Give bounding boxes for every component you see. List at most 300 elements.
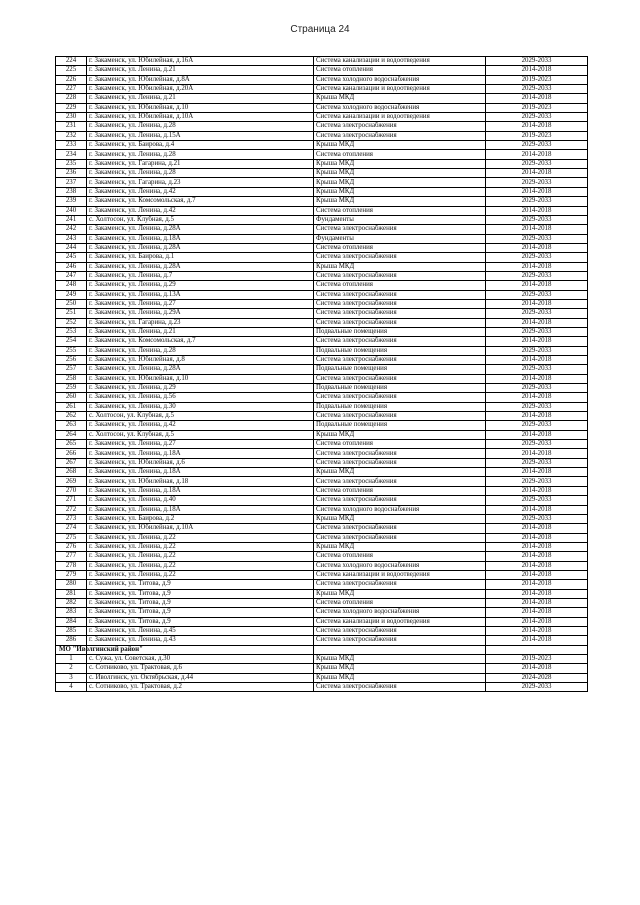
address-cell: г. Закаменск, ул. Титова, д.9	[87, 608, 314, 617]
period-cell: 2014-2018	[486, 225, 588, 234]
address-cell: г. Закаменск, ул. Юбилейная, д.18	[87, 477, 314, 486]
row-number: 262	[56, 412, 87, 421]
row-number: 264	[56, 430, 87, 439]
row-number: 269	[56, 477, 87, 486]
work-type-cell: Система электроснабжения	[314, 477, 486, 486]
address-cell: г. Закаменск, ул. Ленина, д.22	[87, 542, 314, 551]
row-number: 4	[56, 683, 87, 692]
work-type-cell: Фундаменты	[314, 234, 486, 243]
table-row	[56, 477, 588, 486]
period-cell: 2019-2023	[486, 103, 588, 112]
table-row	[56, 617, 588, 626]
period-cell: 2029-2033	[486, 440, 588, 449]
row-number: 254	[56, 337, 87, 346]
table-body	[56, 57, 588, 692]
work-type-cell: Система канализации и водоотведения	[314, 617, 486, 626]
work-type-cell: Система электроснабжения	[314, 412, 486, 421]
work-type-cell: Система отопления	[314, 150, 486, 159]
period-cell: 2014-2018	[486, 561, 588, 570]
table-row	[56, 234, 588, 243]
work-type-cell: Система электроснабжения	[314, 449, 486, 458]
work-type-cell: Крыша МКД	[314, 664, 486, 673]
row-number: 279	[56, 570, 87, 579]
row-number: 251	[56, 309, 87, 318]
work-type-cell: Крыша МКД	[314, 430, 486, 439]
row-number: 274	[56, 524, 87, 533]
period-cell: 2029-2033	[486, 327, 588, 336]
period-cell: 2029-2033	[486, 290, 588, 299]
table-row	[56, 412, 588, 421]
work-type-cell: Система канализации и водоотведения	[314, 570, 486, 579]
table-row	[56, 524, 588, 533]
period-cell: 2014-2018	[486, 356, 588, 365]
period-cell: 2014-2018	[486, 337, 588, 346]
row-number: 277	[56, 552, 87, 561]
table-row	[56, 206, 588, 215]
work-type-cell: Система холодного водоснабжения	[314, 505, 486, 514]
address-cell: г. Закаменск, ул. Юбилейная, д.10А	[87, 113, 314, 122]
period-cell: 2014-2018	[486, 430, 588, 439]
table-row	[56, 187, 588, 196]
table-row	[56, 103, 588, 112]
table-row	[56, 141, 588, 150]
table-row	[56, 608, 588, 617]
page-title: Страница 24	[290, 24, 350, 35]
address-cell: г. Закаменск, ул. Ленина, д.43	[87, 636, 314, 645]
address-cell: г. Закаменск, ул. Юбилейная, д.10	[87, 103, 314, 112]
address-cell: г. Закаменск, ул. Ленина, д.18А	[87, 234, 314, 243]
row-number: 2	[56, 664, 87, 673]
row-number: 284	[56, 617, 87, 626]
period-cell: 2014-2018	[486, 206, 588, 215]
period-cell: 2014-2018	[486, 262, 588, 271]
table-row	[56, 365, 588, 374]
work-type-cell: Система электроснабжения	[314, 524, 486, 533]
address-cell: г. Закаменск, ул. Ленина, д.40	[87, 496, 314, 505]
table-row	[56, 626, 588, 635]
address-cell: г. Закаменск, ул. Ленина, д.18А	[87, 449, 314, 458]
row-number: 281	[56, 589, 87, 598]
address-cell: г. Закаменск, ул. Титова, д.9	[87, 598, 314, 607]
address-cell: с. Сотниково, ул. Трактовая, д.2	[87, 683, 314, 692]
work-type-cell: Система электроснабжения	[314, 626, 486, 635]
row-number: 255	[56, 346, 87, 355]
period-cell: 2029-2033	[486, 271, 588, 280]
row-number: 230	[56, 113, 87, 122]
work-type-cell: Крыша МКД	[314, 141, 486, 150]
work-type-cell: Система канализации и водоотведения	[314, 85, 486, 94]
work-type-cell: Система электроснабжения	[314, 496, 486, 505]
table-row	[56, 197, 588, 206]
work-type-cell: Крыша МКД	[314, 197, 486, 206]
address-cell: г. Закаменск, ул. Ленина, д.28	[87, 122, 314, 131]
work-type-cell: Система холодного водоснабжения	[314, 608, 486, 617]
table-row	[56, 94, 588, 103]
row-number: 228	[56, 94, 87, 103]
address-cell: г. Закаменск, ул. Баирова, д.2	[87, 514, 314, 523]
work-type-cell: Система отопления	[314, 206, 486, 215]
period-cell: 2014-2018	[486, 374, 588, 383]
work-type-cell: Система канализации и водоотведения	[314, 57, 486, 66]
period-cell: 2029-2033	[486, 215, 588, 224]
address-cell: г. Закаменск, ул. Юбилейная, д.20А	[87, 85, 314, 94]
address-cell: г. Закаменск, ул. Юбилейная, д.16А	[87, 57, 314, 66]
work-type-cell: Подвальные помещения	[314, 402, 486, 411]
address-cell: г. Закаменск, ул. Комсомольская, д.7	[87, 337, 314, 346]
row-number: 253	[56, 327, 87, 336]
period-cell: 2029-2033	[486, 402, 588, 411]
row-number: 280	[56, 580, 87, 589]
address-cell: г. Закаменск, ул. Гагарина, д.23	[87, 178, 314, 187]
period-cell: 2029-2033	[486, 85, 588, 94]
row-number: 258	[56, 374, 87, 383]
address-cell: г. Закаменск, ул. Ленина, д.18А	[87, 468, 314, 477]
table-row	[56, 178, 588, 187]
work-type-cell: Система отопления	[314, 281, 486, 290]
work-type-cell: Подвальные помещения	[314, 384, 486, 393]
table-row	[56, 290, 588, 299]
address-cell: г. Закаменск, ул. Ленина, д.7	[87, 271, 314, 280]
work-type-cell: Крыша МКД	[314, 169, 486, 178]
period-cell: 2014-2018	[486, 570, 588, 579]
address-cell: г. Закаменск, ул. Ленина, д.29А	[87, 309, 314, 318]
row-number: 239	[56, 197, 87, 206]
work-type-cell: Подвальные помещения	[314, 365, 486, 374]
period-cell: 2014-2018	[486, 169, 588, 178]
address-cell: г. Закаменск, ул. Ленина, д.21	[87, 94, 314, 103]
address-cell: г. Закаменск, ул. Комсомольская, д.7	[87, 197, 314, 206]
address-cell: г. Закаменск, ул. Ленина, д.45	[87, 626, 314, 635]
table-row	[56, 309, 588, 318]
period-cell: 2014-2018	[486, 150, 588, 159]
section-title: МО "Иволгинский район"	[56, 645, 87, 654]
work-type-cell: Система электроснабжения	[314, 636, 486, 645]
table-row	[56, 159, 588, 168]
work-type-cell: Подвальные помещения	[314, 327, 486, 336]
table-row	[56, 598, 588, 607]
work-type-cell: Система холодного водоснабжения	[314, 561, 486, 570]
period-cell: 2029-2033	[486, 346, 588, 355]
table-row	[56, 505, 588, 514]
table-row	[56, 449, 588, 458]
table-row	[56, 468, 588, 477]
address-cell: с. Холтосон, ул. Клубная, д.5	[87, 215, 314, 224]
period-cell: 2014-2018	[486, 412, 588, 421]
work-type-cell: Система электроснабжения	[314, 271, 486, 280]
address-cell: г. Закаменск, ул. Гагарина, д.23	[87, 318, 314, 327]
row-number: 263	[56, 421, 87, 430]
address-cell: г. Закаменск, ул. Ленина, д.28	[87, 150, 314, 159]
work-type-cell: Система отопления	[314, 598, 486, 607]
address-cell: г. Закаменск, ул. Юбилейная, д.8	[87, 356, 314, 365]
row-number: 240	[56, 206, 87, 215]
section-header-row	[56, 645, 588, 654]
row-number: 241	[56, 215, 87, 224]
row-number: 229	[56, 103, 87, 112]
table-row	[56, 243, 588, 252]
period-cell: 2014-2018	[486, 533, 588, 542]
work-type-cell: Крыша МКД	[314, 655, 486, 664]
address-cell: г. Закаменск, ул. Ленина, д.28А	[87, 243, 314, 252]
period-cell: 2014-2018	[486, 589, 588, 598]
address-cell: г. Закаменск, ул. Ленина, д.21	[87, 66, 314, 75]
row-number: 234	[56, 150, 87, 159]
table-row	[56, 131, 588, 140]
period-cell: 2029-2033	[486, 234, 588, 243]
work-type-cell: Система электроснабжения	[314, 309, 486, 318]
table-row	[56, 271, 588, 280]
row-number: 224	[56, 57, 87, 66]
period-cell: 2029-2033	[486, 159, 588, 168]
table-row	[56, 402, 588, 411]
row-number: 265	[56, 440, 87, 449]
period-cell: 2029-2033	[486, 477, 588, 486]
table-row	[56, 683, 588, 692]
period-cell: 2014-2018	[486, 552, 588, 561]
work-type-cell: Система электроснабжения	[314, 299, 486, 308]
row-number: 261	[56, 402, 87, 411]
period-cell: 2029-2033	[486, 253, 588, 262]
table-row	[56, 393, 588, 402]
work-type-cell: Крыша МКД	[314, 542, 486, 551]
work-type-cell: Система электроснабжения	[314, 374, 486, 383]
table-row	[56, 150, 588, 159]
table-row	[56, 122, 588, 131]
period-cell: 2029-2033	[486, 496, 588, 505]
row-number: 243	[56, 234, 87, 243]
table-row	[56, 384, 588, 393]
work-type-cell: Система электроснабжения	[314, 225, 486, 234]
period-cell: 2014-2018	[486, 318, 588, 327]
work-type-cell: Система электроснабжения	[314, 253, 486, 262]
period-cell: 2014-2018	[486, 281, 588, 290]
address-cell: г. Закаменск, ул. Ленина, д.42	[87, 187, 314, 196]
work-type-cell: Крыша МКД	[314, 262, 486, 271]
address-cell: г. Закаменск, ул. Титова, д.9	[87, 589, 314, 598]
address-cell: г. Закаменск, ул. Ленина, д.13А	[87, 290, 314, 299]
period-cell: 2029-2033	[486, 141, 588, 150]
address-cell: с. Сужа, ул. Советская, д.30	[87, 655, 314, 664]
work-type-cell: Подвальные помещения	[314, 421, 486, 430]
row-number: 226	[56, 75, 87, 84]
table-row	[56, 327, 588, 336]
table-row	[56, 580, 588, 589]
table-row	[56, 458, 588, 467]
row-number: 233	[56, 141, 87, 150]
table-row	[56, 215, 588, 224]
period-cell: 2024-2028	[486, 673, 588, 682]
work-type-cell: Система отопления	[314, 66, 486, 75]
work-type-cell: Система электроснабжения	[314, 131, 486, 140]
address-cell: с. Сотниково, ул. Трактовая, д.6	[87, 664, 314, 673]
period-cell: 2014-2018	[486, 542, 588, 551]
row-number: 225	[56, 66, 87, 75]
table-row	[56, 225, 588, 234]
address-cell: г. Закаменск, ул. Ленина, д.28А	[87, 225, 314, 234]
table-row	[56, 66, 588, 75]
work-type-cell: Крыша МКД	[314, 673, 486, 682]
address-cell: г. Закаменск, ул. Баирова, д.1	[87, 253, 314, 262]
table-row	[56, 496, 588, 505]
table-row	[56, 514, 588, 523]
address-cell: г. Закаменск, ул. Ленина, д.21	[87, 327, 314, 336]
period-cell: 2029-2033	[486, 365, 588, 374]
address-cell: г. Закаменск, ул. Ленина, д.28	[87, 169, 314, 178]
row-number: 266	[56, 449, 87, 458]
work-type-cell: Система холодного водоснабжения	[314, 75, 486, 84]
row-number: 245	[56, 253, 87, 262]
table-row	[56, 440, 588, 449]
work-type-cell: Система отопления	[314, 552, 486, 561]
row-number: 273	[56, 514, 87, 523]
row-number: 231	[56, 122, 87, 131]
address-cell: с. Холтосон, ул. Клубная, д.5	[87, 412, 314, 421]
row-number: 250	[56, 299, 87, 308]
work-type-cell: Крыша МКД	[314, 589, 486, 598]
period-cell: 2014-2018	[486, 598, 588, 607]
row-number: 256	[56, 356, 87, 365]
row-number: 259	[56, 384, 87, 393]
period-cell: 2014-2018	[486, 617, 588, 626]
work-type-cell: Система электроснабжения	[314, 458, 486, 467]
address-cell: г. Закаменск, ул. Ленина, д.27	[87, 440, 314, 449]
address-cell: г. Закаменск, ул. Юбилейная, д.10	[87, 374, 314, 383]
period-cell: 2029-2033	[486, 384, 588, 393]
address-cell: г. Закаменск, ул. Ленина, д.22	[87, 533, 314, 542]
table-row	[56, 299, 588, 308]
row-number: 282	[56, 598, 87, 607]
period-cell: 2029-2033	[486, 178, 588, 187]
row-number: 286	[56, 636, 87, 645]
table-row	[56, 542, 588, 551]
period-cell: 2029-2033	[486, 683, 588, 692]
work-type-cell: Система отопления	[314, 440, 486, 449]
row-number: 246	[56, 262, 87, 271]
address-cell: с. Холтосон, ул. Клубная, д.5	[87, 430, 314, 439]
table-row	[56, 486, 588, 495]
capital-repair-table	[55, 56, 588, 692]
address-cell: г. Закаменск, ул. Титова, д.9	[87, 580, 314, 589]
work-type-cell: Система холодного водоснабжения	[314, 103, 486, 112]
address-cell: г. Закаменск, ул. Баирова, д.4	[87, 141, 314, 150]
period-cell: 2014-2018	[486, 486, 588, 495]
address-cell: г. Закаменск, ул. Ленина, д.56	[87, 393, 314, 402]
row-number: 247	[56, 271, 87, 280]
work-type-cell: Подвальные помещения	[314, 346, 486, 355]
work-type-cell: Крыша МКД	[314, 178, 486, 187]
work-type-cell: Система электроснабжения	[314, 337, 486, 346]
work-type-cell: Система электроснабжения	[314, 122, 486, 131]
period-cell: 2014-2018	[486, 580, 588, 589]
address-cell: с. Иволгинск, ул. Октябрьская, д.44	[87, 673, 314, 682]
row-number: 244	[56, 243, 87, 252]
address-cell: г. Закаменск, ул. Ленина, д.30	[87, 402, 314, 411]
table-row	[56, 113, 588, 122]
work-type-cell: Система электроснабжения	[314, 533, 486, 542]
row-number: 257	[56, 365, 87, 374]
address-cell: г. Закаменск, ул. Ленина, д.42	[87, 421, 314, 430]
address-cell: г. Закаменск, ул. Ленина, д.42	[87, 206, 314, 215]
row-number: 227	[56, 85, 87, 94]
table-row	[56, 561, 588, 570]
table-row	[56, 337, 588, 346]
address-cell: г. Закаменск, ул. Ленина, д.28А	[87, 262, 314, 271]
row-number: 252	[56, 318, 87, 327]
address-cell: г. Закаменск, ул. Ленина, д.27	[87, 299, 314, 308]
table-row	[56, 533, 588, 542]
work-type-cell: Система отопления	[314, 486, 486, 495]
period-cell: 2029-2033	[486, 309, 588, 318]
address-cell: г. Закаменск, ул. Ленина, д.22	[87, 552, 314, 561]
table-row	[56, 589, 588, 598]
work-type-cell: Система электроснабжения	[314, 318, 486, 327]
address-cell: г. Закаменск, ул. Ленина, д.22	[87, 570, 314, 579]
table-row	[56, 253, 588, 262]
period-cell: 2029-2033	[486, 57, 588, 66]
period-cell: 2014-2018	[486, 449, 588, 458]
row-number: 267	[56, 458, 87, 467]
work-type-cell: Система электроснабжения	[314, 393, 486, 402]
table-row	[56, 85, 588, 94]
table-row	[56, 673, 588, 682]
table-row	[56, 655, 588, 664]
address-cell: г. Закаменск, ул. Гагарина, д.21	[87, 159, 314, 168]
period-cell: 2019-2023	[486, 75, 588, 84]
table-row	[56, 57, 588, 66]
address-cell: г. Закаменск, ул. Титова, д.9	[87, 617, 314, 626]
work-type-cell: Система отопления	[314, 243, 486, 252]
work-type-cell: Крыша МКД	[314, 187, 486, 196]
work-type-cell: Крыша МКД	[314, 514, 486, 523]
table-row	[56, 421, 588, 430]
table-row	[56, 552, 588, 561]
empty-cell	[486, 645, 588, 654]
period-cell: 2019-2023	[486, 655, 588, 664]
period-cell: 2014-2018	[486, 393, 588, 402]
row-number: 3	[56, 673, 87, 682]
table-row	[56, 374, 588, 383]
address-cell: г. Закаменск, ул. Юбилейная, д.6	[87, 458, 314, 467]
row-number: 275	[56, 533, 87, 542]
work-type-cell: Крыша МКД	[314, 94, 486, 103]
empty-cell	[314, 645, 486, 654]
table-row	[56, 262, 588, 271]
period-cell: 2014-2018	[486, 299, 588, 308]
work-type-cell: Система электроснабжения	[314, 580, 486, 589]
period-cell: 2014-2018	[486, 122, 588, 131]
work-type-cell: Система электроснабжения	[314, 683, 486, 692]
table-row	[56, 356, 588, 365]
row-number: 237	[56, 178, 87, 187]
row-number: 248	[56, 281, 87, 290]
address-cell: г. Закаменск, ул. Юбилейная, д.10А	[87, 524, 314, 533]
work-type-cell: Крыша МКД	[314, 159, 486, 168]
period-cell: 2014-2018	[486, 636, 588, 645]
period-cell: 2014-2018	[486, 187, 588, 196]
period-cell: 2014-2018	[486, 626, 588, 635]
period-cell: 2014-2018	[486, 505, 588, 514]
period-cell: 2014-2018	[486, 468, 588, 477]
period-cell: 2029-2033	[486, 197, 588, 206]
address-cell: г. Закаменск, ул. Ленина, д.29	[87, 384, 314, 393]
row-number: 285	[56, 626, 87, 635]
period-cell: 2029-2033	[486, 458, 588, 467]
address-cell: г. Закаменск, ул. Ленина, д.18А	[87, 486, 314, 495]
table-row	[56, 281, 588, 290]
period-cell: 2019-2023	[486, 131, 588, 140]
address-cell: г. Закаменск, ул. Ленина, д.15А	[87, 131, 314, 140]
row-number: 1	[56, 655, 87, 664]
